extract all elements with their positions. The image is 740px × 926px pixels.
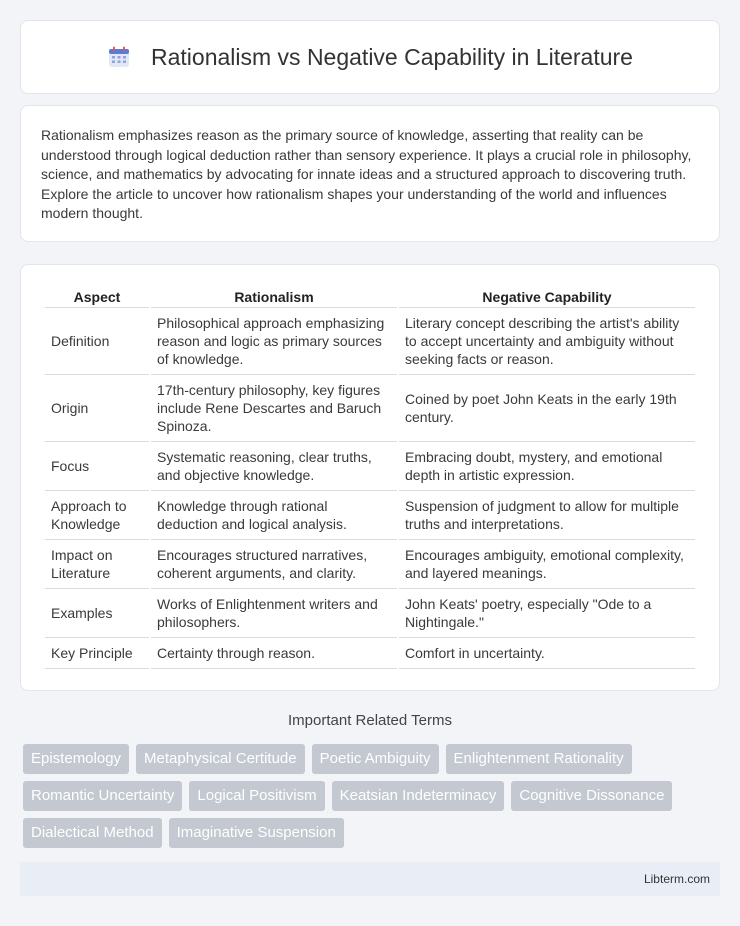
rationalism-cell: Systematic reasoning, clear truths, and objective knowledge. (151, 442, 397, 491)
column-header-negative-capability: Negative Capability (399, 285, 695, 308)
related-terms-list (23, 744, 723, 848)
negative-capability-cell: Coined by poet John Keats in the early 19th century. (399, 375, 695, 442)
table-row (45, 491, 695, 540)
aspect-cell: Impact on Literature (45, 540, 149, 589)
rationalism-cell: Knowledge through rational deduction and logical analysis. (151, 491, 397, 540)
rationalism-cell: Philosophical approach emphasizing reason and logic as primary sources of knowledge. (151, 308, 397, 375)
aspect-cell: Approach to Knowledge (45, 491, 149, 540)
negative-capability-cell: Embracing doubt, mystery, and emotional depth in artistic expression. (399, 442, 695, 491)
term-tag[interactable]: Imaginative Suspension (169, 818, 344, 848)
table-row (45, 638, 695, 669)
aspect-cell: Definition (45, 308, 149, 375)
term-tag[interactable]: Romantic Uncertainty (23, 781, 182, 811)
comparison-table (43, 285, 697, 669)
footer-site-link[interactable]: Libterm.com (643, 872, 710, 886)
table-row (45, 442, 695, 491)
column-header-rationalism: Rationalism (151, 285, 397, 308)
negative-capability-cell: Encourages ambiguity, emotional complexity, and layered meanings. (399, 540, 695, 589)
aspect-cell: Examples (45, 589, 149, 638)
comparison-table-card (20, 264, 720, 691)
negative-capability-cell: Comfort in uncertainty. (399, 638, 695, 669)
rationalism-cell: Encourages structured narratives, coherent arguments, and clarity. (151, 540, 397, 589)
column-header-aspect: Aspect (45, 285, 149, 308)
term-tag[interactable]: Epistemology (23, 744, 129, 774)
table-row (45, 375, 695, 442)
rationalism-cell: Works of Enlightenment writers and philosophers. (151, 589, 397, 638)
term-tag[interactable]: Metaphysical Certitude (136, 744, 305, 774)
page-title: Rationalism vs Negative Capability in Literature (151, 43, 633, 70)
intro-card (20, 105, 720, 242)
aspect-cell: Focus (45, 442, 149, 491)
calendar-icon (107, 45, 131, 69)
rationalism-cell: 17th-century philosophy, key figures include Rene Descartes and Baruch Spinoza. (151, 375, 397, 442)
term-tag[interactable]: Enlightenment Rationality (446, 744, 632, 774)
rationalism-cell: Certainty through reason. (151, 638, 397, 669)
negative-capability-cell: Literary concept describing the artist's ability to accept uncertainty and ambiguity without seeking facts or reason. (399, 308, 695, 375)
header-card (20, 20, 720, 94)
term-tag[interactable]: Poetic Ambiguity (312, 744, 439, 774)
table-row (45, 589, 695, 638)
table-row (45, 308, 695, 375)
term-tag[interactable]: Keatsian Indeterminacy (332, 781, 505, 811)
term-tag[interactable]: Logical Positivism (189, 781, 324, 811)
related-terms-title: Important Related Terms (288, 712, 452, 729)
negative-capability-cell: John Keats' poetry, especially "Ode to a Nightingale." (399, 589, 695, 638)
negative-capability-cell: Suspension of judgment to allow for multiple truths and interpretations. (399, 491, 695, 540)
aspect-cell: Key Principle (45, 638, 149, 669)
table-header-row (45, 285, 695, 308)
table-row (45, 540, 695, 589)
footer (20, 862, 720, 896)
term-tag[interactable]: Dialectical Method (23, 818, 162, 848)
aspect-cell: Origin (45, 375, 149, 442)
term-tag[interactable]: Cognitive Dissonance (511, 781, 672, 811)
intro-text: Rationalism emphasizes reason as the primary source of knowledge, asserting that reality can be understood through logical deduction rather than sensory experience. It plays a crucial role in philosophy, science, and mathematics by advocating for innate ideas and a structured approach to discovering truth. Explore the article to uncover how rationalism shapes your understanding of the world and influences modern thought. (41, 127, 692, 221)
